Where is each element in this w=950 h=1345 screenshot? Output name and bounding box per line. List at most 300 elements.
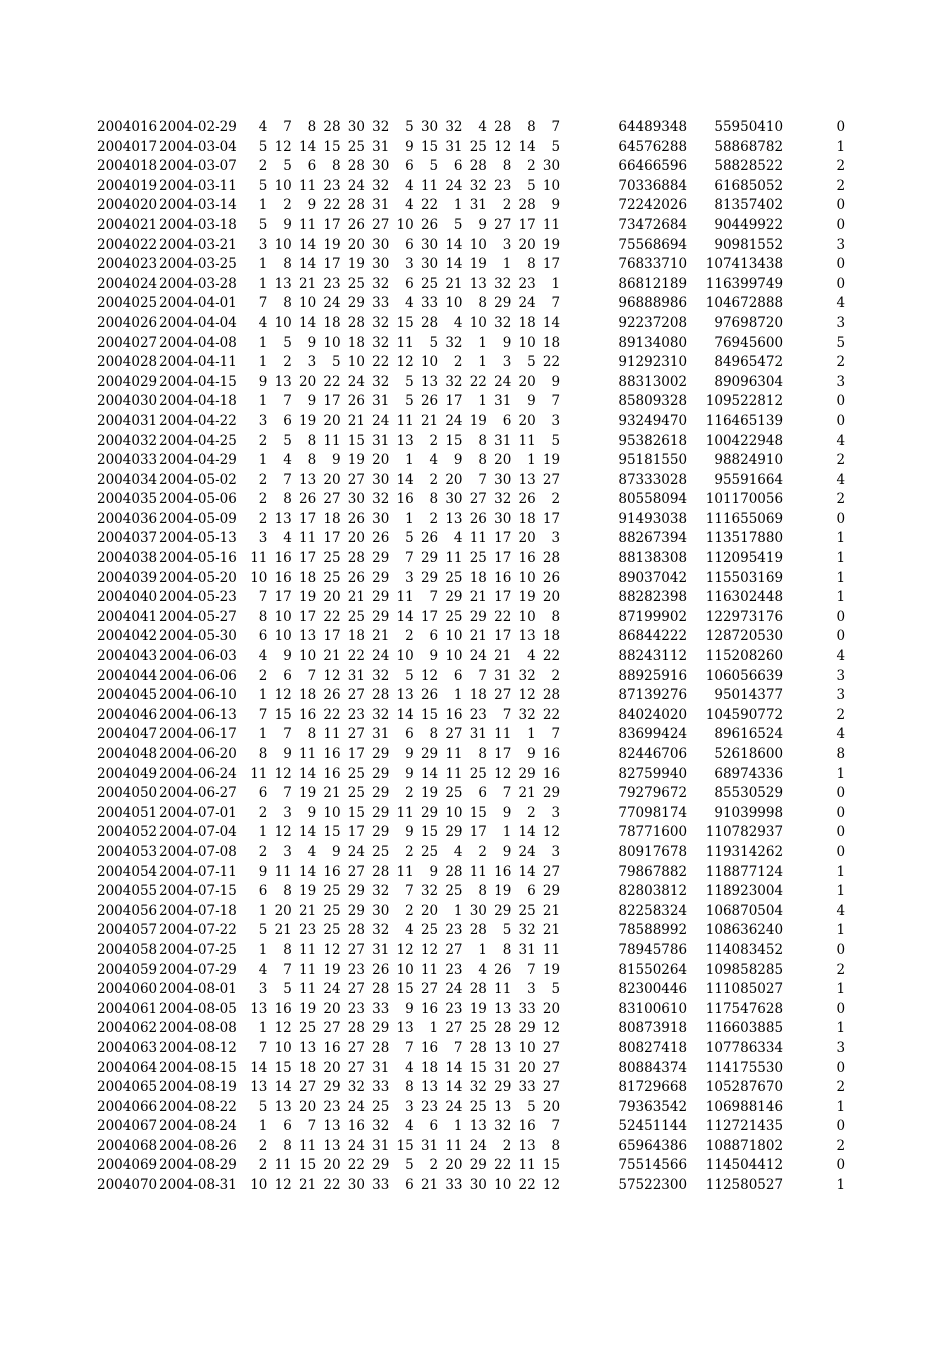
table-cell: 15 [323, 138, 341, 155]
table-cell: 19 [298, 412, 317, 429]
table-cell: 5 [258, 1098, 268, 1115]
table-cell: 2004031 [97, 412, 158, 429]
table-cell: 2004-03-25 [159, 256, 237, 273]
table-cell: 7 [405, 883, 414, 900]
table-cell: 22 [323, 1177, 341, 1194]
table-cell: 2 [429, 471, 439, 488]
table-cell: 10 [250, 1177, 268, 1194]
table-cell: 27 [420, 981, 439, 998]
table-cell: 32 [445, 119, 463, 135]
table-cell: 25 [445, 569, 463, 586]
table-cell: 25 [298, 1020, 317, 1037]
table-cell: 82759940 [618, 765, 688, 782]
table-cell: 18 [469, 687, 487, 704]
table-cell: 1 [478, 354, 487, 371]
table-cell: 88925916 [618, 667, 688, 684]
table-cell: 11 [274, 863, 292, 880]
table-cell: 32 [372, 119, 390, 135]
table-cell: 0 [836, 941, 846, 958]
table-cell: 9 [527, 746, 536, 762]
lottery-results-sheet [97, 118, 845, 1196]
table-cell: 7 [405, 550, 414, 567]
table-cell: 18 [542, 334, 561, 351]
table-cell: 6 [405, 1177, 414, 1194]
table-cell: 9 [502, 334, 512, 351]
table-cell: 2004-08-19 [159, 1079, 237, 1096]
table-cell: 3 [307, 354, 317, 371]
table-cell: 28 [469, 1039, 487, 1056]
table-cell: 22 [494, 608, 512, 625]
table-cell: 23 [445, 961, 463, 978]
table-cell: 24 [347, 843, 365, 860]
table-cell: 9 [283, 216, 292, 233]
table-cell: 26 [469, 510, 487, 527]
table-cell: 2004-05-02 [159, 471, 237, 488]
table-cell: 2 [258, 1157, 268, 1174]
table-cell: 1 [258, 687, 268, 704]
table-cell: 28 [469, 158, 487, 175]
table-cell: 30 [347, 491, 365, 508]
table-cell: 6 [258, 628, 268, 645]
table-cell: 4 [307, 843, 317, 860]
table-cell: 2004064 [97, 1059, 158, 1076]
table-cell: 57522300 [618, 1177, 688, 1194]
table-cell: 28 [420, 314, 439, 331]
table-cell: 1 [478, 334, 487, 351]
table-cell: 11 [494, 726, 512, 743]
table-cell: 5 [283, 334, 292, 351]
table-row [97, 314, 845, 334]
table-cell: 88282398 [618, 589, 688, 606]
table-cell: 8 [307, 432, 317, 449]
table-cell: 112580527 [705, 1177, 784, 1194]
table-cell: 7 [283, 961, 292, 978]
table-cell: 10 [518, 608, 536, 625]
table-cell: 5 [283, 981, 292, 998]
table-cell: 13 [420, 1079, 439, 1096]
table-cell: 3 [836, 1039, 846, 1056]
table-cell: 12 [396, 354, 414, 371]
table-cell: 4 [405, 197, 414, 214]
table-row [97, 373, 845, 393]
table-cell: 33 [372, 1079, 390, 1096]
table-cell: 3 [836, 236, 846, 253]
table-cell: 22 [469, 373, 487, 390]
table-cell: 2004021 [97, 216, 158, 233]
table-cell: 91493038 [618, 510, 688, 527]
table-cell: 95382618 [618, 432, 688, 449]
table-cell: 29 [372, 746, 390, 762]
table-cell: 8 [283, 491, 292, 508]
table-cell: 29 [518, 765, 536, 782]
table-cell: 33 [372, 295, 390, 312]
table-cell: 14 [518, 824, 536, 841]
table-cell: 82258324 [618, 902, 688, 919]
table-cell: 15 [542, 1157, 561, 1174]
table-cell: 5 [502, 922, 512, 939]
table-cell: 10 [274, 236, 292, 253]
table-row [97, 1019, 845, 1039]
table-cell: 18 [298, 687, 317, 704]
table-cell: 75568694 [618, 236, 688, 253]
table-cell: 28 [469, 922, 487, 939]
table-cell: 20 [298, 373, 317, 390]
table-cell: 5 [551, 138, 561, 155]
table-cell: 2 [836, 706, 846, 723]
table-cell: 2004039 [97, 569, 158, 586]
table-cell: 3 [283, 804, 292, 821]
table-cell: 30 [372, 902, 390, 919]
table-cell: 25 [445, 608, 463, 625]
table-cell: 29 [372, 569, 390, 586]
table-cell: 3 [258, 236, 268, 253]
table-cell: 7 [307, 1118, 317, 1135]
table-cell: 15 [420, 138, 439, 155]
table-cell: 11 [298, 1137, 317, 1154]
table-cell: 2 [502, 197, 512, 214]
table-cell: 109858285 [705, 961, 784, 978]
table-cell: 78945786 [618, 941, 688, 958]
table-cell: 22 [542, 648, 561, 665]
table-cell: 32 [372, 177, 390, 194]
table-cell: 24 [445, 412, 463, 429]
table-cell: 10 [298, 648, 317, 665]
table-cell: 4 [405, 177, 414, 194]
table-cell: 29 [372, 550, 390, 567]
table-cell: 28 [542, 687, 561, 704]
table-cell: 2004-05-13 [159, 530, 237, 547]
table-cell: 10 [250, 569, 268, 586]
table-cell: 14 [298, 236, 317, 253]
table-cell: 20 [542, 1098, 561, 1115]
table-cell: 26 [494, 961, 512, 978]
table-cell: 2 [258, 158, 268, 175]
table-cell: 11 [445, 765, 463, 782]
table-cell: 6 [283, 1118, 292, 1135]
table-cell: 4 [836, 432, 846, 449]
table-cell: 27 [372, 216, 390, 233]
table-cell: 11 [396, 863, 414, 880]
table-cell: 17 [298, 608, 317, 625]
table-cell: 16 [323, 863, 341, 880]
table-cell: 2004-05-23 [159, 589, 237, 606]
table-cell: 14 [298, 314, 317, 331]
table-cell: 1 [258, 256, 268, 273]
table-cell: 5 [405, 393, 414, 410]
table-cell: 16 [323, 1039, 341, 1056]
table-cell: 30 [347, 119, 365, 135]
table-cell: 83100610 [618, 1000, 688, 1017]
table-cell: 2004037 [97, 530, 158, 547]
table-cell: 89134080 [618, 334, 688, 351]
table-cell: 13 [323, 1137, 341, 1154]
table-cell: 22 [542, 354, 561, 371]
table-cell: 24 [372, 412, 390, 429]
table-cell: 25 [445, 883, 463, 900]
table-row [97, 392, 845, 412]
table-cell: 2 [551, 667, 561, 684]
table-cell: 11 [469, 863, 487, 880]
table-cell: 21 [469, 589, 487, 606]
table-cell: 14 [298, 863, 317, 880]
table-cell: 4 [283, 530, 292, 547]
table-cell: 116603885 [705, 1020, 784, 1037]
table-cell: 3 [836, 667, 846, 684]
table-cell: 19 [542, 236, 561, 253]
table-cell: 28 [494, 1020, 512, 1037]
table-cell: 5 [258, 138, 268, 155]
table-cell: 9 [405, 1000, 414, 1017]
table-cell: 2004-07-04 [159, 824, 237, 841]
table-cell: 2004055 [97, 883, 158, 900]
table-cell: 2004025 [97, 295, 158, 312]
table-cell: 2004034 [97, 471, 158, 488]
table-row [97, 882, 845, 902]
table-cell: 16 [494, 569, 512, 586]
table-cell: 29 [469, 608, 487, 625]
table-cell: 25 [518, 902, 536, 919]
table-cell: 89616524 [714, 726, 784, 743]
table-cell: 12 [494, 138, 512, 155]
table-cell: 0 [836, 1059, 846, 1076]
table-cell: 31 [518, 941, 536, 958]
table-cell: 29 [372, 608, 390, 625]
table-cell: 2004-06-03 [159, 648, 237, 665]
table-cell: 30 [372, 471, 390, 488]
table-row [97, 177, 845, 197]
table-cell: 21 [494, 648, 512, 665]
table-cell: 8 [836, 746, 846, 762]
table-cell: 17 [420, 608, 439, 625]
table-cell: 27 [445, 1020, 463, 1037]
table-cell: 4 [836, 726, 846, 743]
table-cell: 87199902 [618, 608, 688, 625]
table-cell: 0 [836, 1157, 846, 1174]
table-cell: 26 [420, 393, 439, 410]
table-cell: 11 [298, 941, 317, 958]
table-cell: 2004-04-29 [159, 452, 237, 469]
table-cell: 97698720 [714, 314, 784, 331]
table-cell: 1 [405, 452, 414, 469]
table-cell: 21 [420, 1177, 439, 1194]
table-cell: 2004058 [97, 941, 158, 958]
table-cell: 9 [283, 648, 292, 665]
table-cell: 13 [445, 510, 463, 527]
table-cell: 24 [469, 1137, 487, 1154]
table-cell: 27 [323, 1020, 341, 1037]
table-row [97, 804, 845, 824]
table-cell: 16 [274, 1000, 292, 1017]
table-cell: 13 [274, 510, 292, 527]
table-cell: 6 [283, 667, 292, 684]
table-cell: 2004063 [97, 1039, 158, 1056]
table-cell: 2004026 [97, 314, 158, 331]
table-cell: 13 [250, 1079, 268, 1096]
table-cell: 2004-07-15 [159, 883, 237, 900]
table-cell: 16 [420, 1000, 439, 1017]
table-cell: 2004-03-11 [159, 177, 237, 194]
table-cell: 2004028 [97, 354, 158, 371]
table-cell: 2004065 [97, 1079, 158, 1096]
table-cell: 107786334 [705, 1039, 784, 1056]
table-cell: 25 [323, 883, 341, 900]
table-row [97, 980, 845, 1000]
table-cell: 0 [836, 785, 846, 802]
table-cell: 12 [542, 1020, 561, 1037]
table-cell: 2 [283, 197, 292, 214]
table-cell: 104672888 [705, 295, 784, 312]
table-cell: 2004056 [97, 902, 158, 919]
table-cell: 58868782 [714, 138, 784, 155]
table-cell: 91292310 [618, 354, 688, 371]
table-row [97, 1078, 845, 1098]
table-cell: 1 [258, 726, 268, 743]
table-cell: 95591664 [714, 471, 784, 488]
table-cell: 28 [469, 981, 487, 998]
table-cell: 116465139 [705, 412, 784, 429]
table-cell: 11 [445, 1137, 463, 1154]
table-cell: 14 [396, 706, 414, 723]
table-cell: 1 [453, 687, 463, 704]
table-cell: 11 [518, 1157, 536, 1174]
table-cell: 75514566 [618, 1157, 688, 1174]
table-cell: 86812189 [618, 275, 688, 292]
table-cell: 27 [542, 863, 561, 880]
table-cell: 20 [420, 902, 439, 919]
table-cell: 17 [323, 628, 341, 645]
table-cell: 5 [551, 981, 561, 998]
table-cell: 2 [258, 1137, 268, 1154]
table-cell: 3 [258, 981, 268, 998]
table-cell: 10 [518, 1039, 536, 1056]
table-cell: 64576288 [618, 138, 688, 155]
table-row [97, 1059, 845, 1079]
table-cell: 2 [836, 1137, 846, 1154]
table-cell: 13 [298, 628, 317, 645]
table-cell: 82300446 [618, 981, 688, 998]
table-cell: 79363542 [618, 1098, 688, 1115]
table-cell: 25 [372, 843, 390, 860]
table-cell: 90981552 [714, 236, 784, 253]
table-cell: 3 [551, 530, 561, 547]
table-cell: 25 [469, 1098, 487, 1115]
table-cell: 2004027 [97, 334, 158, 351]
table-cell: 32 [420, 883, 439, 900]
table-cell: 2004062 [97, 1020, 158, 1037]
table-cell: 11 [396, 334, 414, 351]
table-cell: 2 [551, 491, 561, 508]
table-cell: 13 [494, 1098, 512, 1115]
table-cell: 14 [445, 236, 463, 253]
table-cell: 11 [494, 981, 512, 998]
table-cell: 28 [347, 922, 365, 939]
table-cell: 10 [542, 177, 561, 194]
table-row [97, 1156, 845, 1176]
table-cell: 106056639 [705, 667, 784, 684]
table-cell: 2 [836, 961, 846, 978]
table-cell: 79867882 [618, 863, 688, 880]
table-cell: 17 [323, 216, 341, 233]
table-cell: 27 [298, 1079, 317, 1096]
table-cell: 1 [502, 256, 512, 273]
table-cell: 16 [274, 569, 292, 586]
table-cell: 8 [478, 883, 487, 900]
table-cell: 2004048 [97, 746, 158, 762]
table-cell: 28 [347, 550, 365, 567]
table-cell: 7 [453, 1039, 463, 1056]
table-cell: 1 [836, 922, 846, 939]
table-cell: 31 [372, 726, 390, 743]
table-cell: 25 [469, 550, 487, 567]
table-cell: 29 [420, 746, 439, 762]
table-cell: 17 [298, 510, 317, 527]
table-cell: 2004069 [97, 1157, 158, 1174]
table-cell: 22 [347, 1157, 365, 1174]
table-row [97, 490, 845, 510]
table-cell: 9 [429, 863, 439, 880]
table-cell: 32 [372, 706, 390, 723]
table-cell: 23 [323, 1098, 341, 1115]
table-cell: 31 [372, 393, 390, 410]
table-cell: 8 [527, 119, 536, 135]
table-cell: 2004043 [97, 648, 158, 665]
table-cell: 14 [250, 1059, 268, 1076]
table-cell: 1 [258, 941, 268, 958]
table-cell: 2004-03-07 [159, 158, 237, 175]
table-cell: 7 [258, 1039, 268, 1056]
table-cell: 29 [347, 902, 365, 919]
table-cell: 2 [527, 804, 536, 821]
table-cell: 14 [298, 765, 317, 782]
table-cell: 22 [323, 608, 341, 625]
table-cell: 7 [258, 295, 268, 312]
table-cell: 24 [445, 1098, 463, 1115]
table-cell: 1 [453, 197, 463, 214]
table-cell: 23 [323, 177, 341, 194]
table-cell: 12 [274, 687, 292, 704]
table-cell: 10 [274, 628, 292, 645]
table-cell: 27 [494, 687, 512, 704]
table-row [97, 647, 845, 667]
table-cell: 27 [494, 216, 512, 233]
table-cell: 30 [372, 510, 390, 527]
table-cell: 13 [323, 1118, 341, 1135]
table-cell: 2004-08-31 [159, 1177, 237, 1194]
table-cell: 0 [836, 275, 846, 292]
table-cell: 1 [405, 510, 414, 527]
table-cell: 5 [527, 177, 536, 194]
table-cell: 13 [420, 373, 439, 390]
table-cell: 17 [469, 824, 487, 841]
table-cell: 13 [298, 471, 317, 488]
table-cell: 6 [283, 412, 292, 429]
table-cell: 2004020 [97, 197, 158, 214]
table-row [97, 236, 845, 256]
table-cell: 6 [453, 667, 463, 684]
table-cell: 7 [283, 119, 292, 135]
table-cell: 2004042 [97, 628, 158, 645]
table-cell: 6 [405, 236, 414, 253]
table-cell: 1 [453, 902, 463, 919]
table-cell: 27 [323, 491, 341, 508]
table-cell: 88313002 [618, 373, 688, 390]
table-cell: 22 [420, 197, 439, 214]
table-cell: 78588992 [618, 922, 688, 939]
table-cell: 108636240 [705, 922, 784, 939]
table-cell: 3 [405, 1098, 414, 1115]
table-cell: 23 [518, 275, 536, 292]
table-cell: 68974336 [714, 765, 784, 782]
